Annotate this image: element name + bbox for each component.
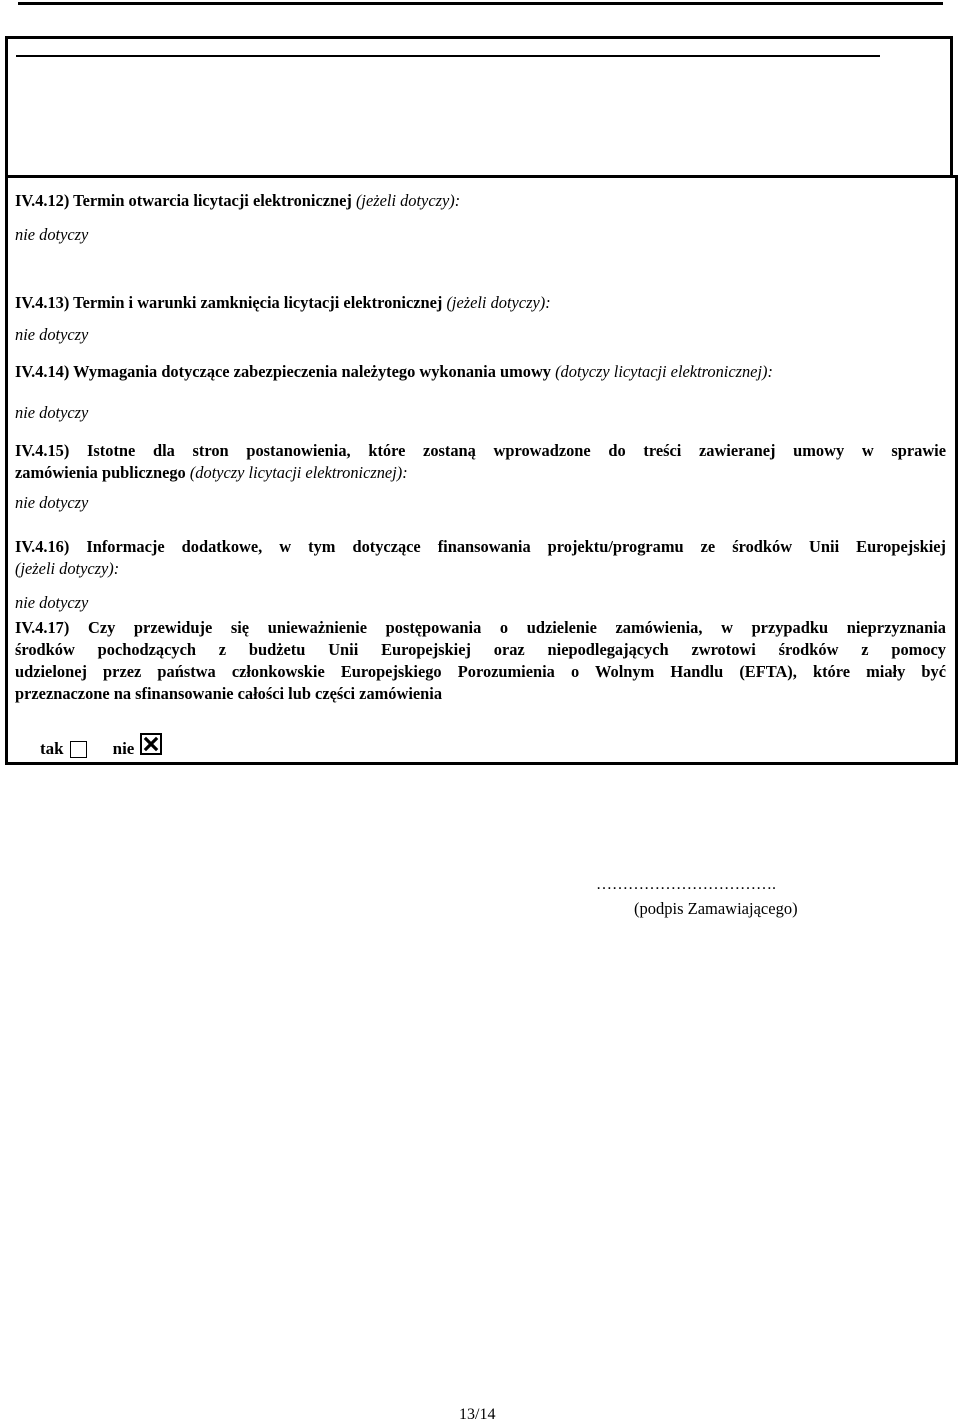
heading-iv-4-13: IV.4.13) Termin i warunki zamknięcia licytacji elektronicznej (jeżeli dotyczy):: [15, 293, 551, 312]
heading-iv-4-16: IV.4.16) Informacje dodatkowe, w tym dotyczące finansowania projektu/programu ze środków Unii Europejskiej: [15, 537, 946, 556]
yes-no-choice: [40, 734, 162, 763]
tak-label: tak: [40, 739, 64, 759]
value-iv-4-14: nie dotyczy: [15, 403, 89, 422]
tak-checkbox[interactable]: [70, 741, 87, 758]
value-iv-4-13: nie dotyczy: [15, 325, 89, 344]
signature-label: (podpis Zamawiającego): [634, 899, 798, 918]
heading-iv-4-15-line1: IV.4.15) Istotne dla stron postanowienia, które zostaną wprowadzone do treści zawieranej umowy w sprawie: [15, 441, 946, 460]
inner-rule: [16, 55, 880, 57]
signature-line: …………………………….: [596, 876, 776, 893]
heading-iv-4-15-line2: zamówienia publicznego (dotyczy licytacji elektronicznej):: [15, 463, 408, 482]
value-iv-4-16: nie dotyczy: [15, 593, 89, 612]
question-iv-4-17-line1: IV.4.17) Czy przewiduje się unieważnienie postępowania o udzielenie zamówienia, w przypadku nieprzyznania: [15, 618, 946, 637]
check-x-icon: [140, 733, 162, 755]
nie-label: nie: [112, 739, 135, 759]
nie-checkbox-checked[interactable]: [140, 733, 162, 755]
heading-iv-4-14: IV.4.14) Wymagania dotyczące zabezpieczenia należytego wykonania umowy (dotyczy licytacji elektronicznej):: [15, 362, 773, 381]
question-iv-4-17-line3: udzielonej przez państwa członkowskie Europejskiego Porozumienia o Wolnym Handlu (EFTA), które miały być: [15, 662, 946, 681]
heading-iv-4-12: IV.4.12) Termin otwarcia licytacji elektronicznej (jeżeli dotyczy):: [15, 191, 461, 210]
note-iv-4-16: (jeżeli dotyczy):: [15, 559, 120, 578]
page-number: 13/14: [459, 1406, 496, 1423]
question-iv-4-17-line2: środków pochodzących z budżetu Unii Europejskiej oraz niepodlegających zwrotowi środków z pomocy: [15, 640, 946, 659]
value-iv-4-15: nie dotyczy: [15, 493, 89, 512]
question-iv-4-17-line4: przeznaczone na sfinansowanie całości lub części zamówienia: [15, 684, 443, 703]
value-iv-4-12: nie dotyczy: [15, 225, 89, 244]
top-rule: [18, 2, 943, 5]
